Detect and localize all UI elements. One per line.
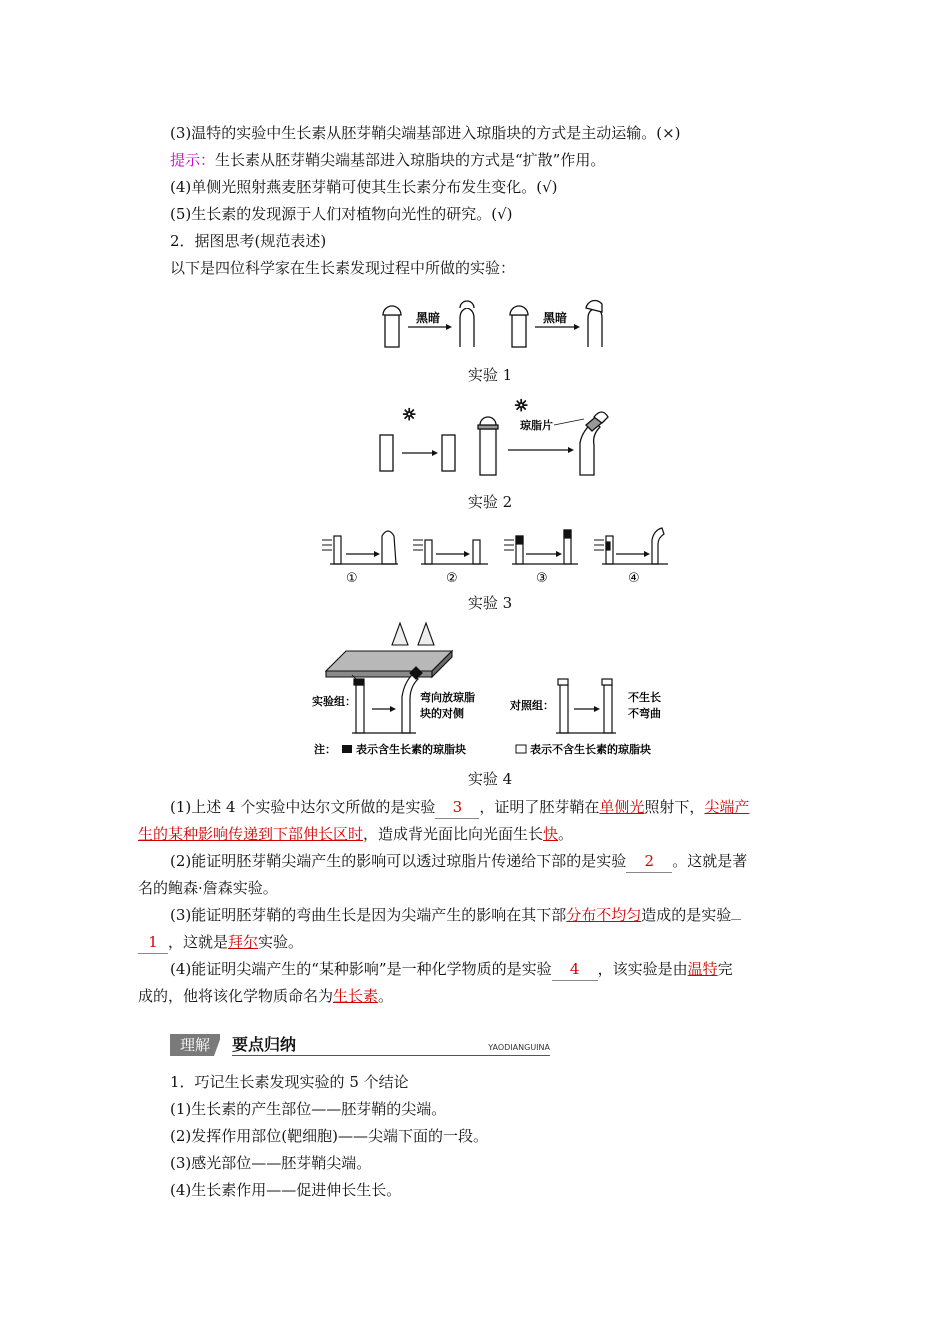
a3-text-4: 实验。 xyxy=(258,933,304,951)
answer-1-line-2 xyxy=(138,823,573,845)
a1-text-1: (1)上述 4 个实验中达尔文所做的是实验 xyxy=(170,798,436,816)
sun-icon-2: ☼ xyxy=(514,396,529,415)
summary-item-4: (4)生长素作用——促进伸长生长。 xyxy=(170,1181,402,1199)
answer-3-line-2 xyxy=(138,931,303,954)
caption-experiment-1: 实验 1 xyxy=(467,366,513,384)
a4-text-1: (4)能证明尖端产生的“某种影响”是一种化学物质的是实验 xyxy=(170,960,552,978)
a2-text-2: 。这就是著 xyxy=(672,852,748,870)
a3-blank-start xyxy=(731,919,741,920)
caption-experiment-2: 实验 2 xyxy=(467,493,513,511)
note-white: 表示不含生长素的琼脂块 xyxy=(530,743,651,756)
a1-text-5: 。 xyxy=(558,825,574,843)
dark-label-2: 黑暗 xyxy=(543,311,568,325)
banner-title: 要点归纳 xyxy=(232,1035,297,1054)
hint-label: 提示： xyxy=(170,151,216,169)
a3-text-1: (3)能证明胚芽鞘的弯曲生长是因为尖端产生的影响在其下部 xyxy=(170,906,567,924)
a1-red-2b: 生的某种影响传递到下部伸长区时 xyxy=(138,825,364,843)
exp3-num-2: ② xyxy=(446,571,458,586)
a1-text-3: 照射下， xyxy=(644,798,705,816)
section-banner xyxy=(170,1034,550,1056)
a1-red-3: 快 xyxy=(543,825,559,843)
hint-text: 生长素从胚芽鞘尖端基部进入琼脂块的方式是“扩散”作用。 xyxy=(215,151,606,169)
section-2-intro: 以下是四位科学家在生长素发现过程中所做的实验： xyxy=(170,259,516,277)
banner-subtitle: YAODIANGUINA xyxy=(488,1043,550,1052)
answer-1-line-1 xyxy=(170,796,749,819)
a2-blank: 2 xyxy=(626,850,672,873)
exp-group-result-1: 弯向放琼脂 xyxy=(420,691,475,704)
exp3-num-4: ④ xyxy=(628,571,640,586)
a1-blank: 3 xyxy=(435,796,479,819)
a4-text-2: ，该实验是由 xyxy=(597,960,688,978)
a1-text-2: ，证明了胚芽鞘在 xyxy=(479,798,600,816)
answer-3-line-1 xyxy=(170,904,741,926)
a4-text-5: 。 xyxy=(378,987,394,1005)
experiment-2-figure xyxy=(372,395,622,480)
summary-item-3: (3)感光部位——胚芽鞘尖端。 xyxy=(170,1154,372,1172)
answer-2-line-1 xyxy=(170,850,747,873)
exp-group-result-2: 块的对侧 xyxy=(420,707,464,720)
hint-line xyxy=(170,149,605,171)
note-prefix: 注： xyxy=(314,743,336,756)
statement-4: (4)单侧光照射燕麦胚芽鞘可使其生长素分布发生变化。(√) xyxy=(170,178,558,196)
statement-3: (3)温特的实验中生长素从胚芽鞘尖端基部进入琼脂块的方式是主动运输。(×) xyxy=(170,124,681,142)
a3-text-2: 造成的是实验 xyxy=(641,906,732,924)
summary-item-2: (2)发挥作用部位(靶细胞)——尖端下面的一段。 xyxy=(170,1127,488,1145)
experiment-4-figure xyxy=(312,617,682,759)
a1-red-1: 单侧光 xyxy=(599,798,645,816)
dark-label-1: 黑暗 xyxy=(416,311,441,325)
agar-sheet-label: 琼脂片 xyxy=(520,419,553,432)
a1-text-4: ，造成背光面比向光面生长 xyxy=(363,825,544,843)
a3-red-1: 分布不均匀 xyxy=(566,906,642,924)
a3-red-2: 拜尔 xyxy=(228,933,259,951)
a4-red-1: 温特 xyxy=(687,960,718,978)
ctrl-group-label: 对照组： xyxy=(510,699,554,712)
statement-5: (5)生长素的发现源于人们对植物向光性的研究。(√) xyxy=(170,205,513,223)
a3-blank: 1 xyxy=(138,931,168,954)
answer-4-line-2 xyxy=(138,985,393,1007)
experiment-1-figure xyxy=(380,290,610,350)
exp-group-label: 实验组： xyxy=(312,695,356,708)
experiment-3-figure xyxy=(318,522,674,588)
a4-blank: 4 xyxy=(552,958,598,981)
a4-text-3: 完 xyxy=(717,960,733,978)
caption-experiment-4: 实验 4 xyxy=(467,770,513,788)
exp3-num-3: ③ xyxy=(536,571,548,586)
banner-rule xyxy=(232,1055,550,1056)
a4-red-2: 生长素 xyxy=(333,987,379,1005)
a4-text-4: 成的，他将该化学物质命名为 xyxy=(138,987,334,1005)
banner-tag: 理解 xyxy=(170,1034,220,1056)
exp3-num-1: ① xyxy=(346,571,358,586)
note-black: 表示含生长素的琼脂块 xyxy=(356,743,466,756)
ctrl-group-result-2: 不弯曲 xyxy=(628,707,661,720)
answer-4-line-1 xyxy=(170,958,733,981)
ctrl-group-result-1: 不生长 xyxy=(628,691,661,704)
answer-2-line-2: 名的鲍森·詹森实验。 xyxy=(138,879,278,897)
section-2-title: 2．据图思考(规范表述) xyxy=(170,232,327,250)
a3-text-3: ，这就是 xyxy=(168,933,229,951)
a2-text-1: (2)能证明胚芽鞘尖端产生的影响可以透过琼脂片传递给下部的是实验 xyxy=(170,852,627,870)
caption-experiment-3: 实验 3 xyxy=(467,594,513,612)
summary-title: 1．巧记生长素发现实验的 5 个结论 xyxy=(170,1073,409,1091)
sun-icon-1: ☼ xyxy=(402,405,417,424)
summary-item-1: (1)生长素的产生部位——胚芽鞘的尖端。 xyxy=(170,1100,447,1118)
a1-red-2a: 尖端产 xyxy=(704,798,750,816)
